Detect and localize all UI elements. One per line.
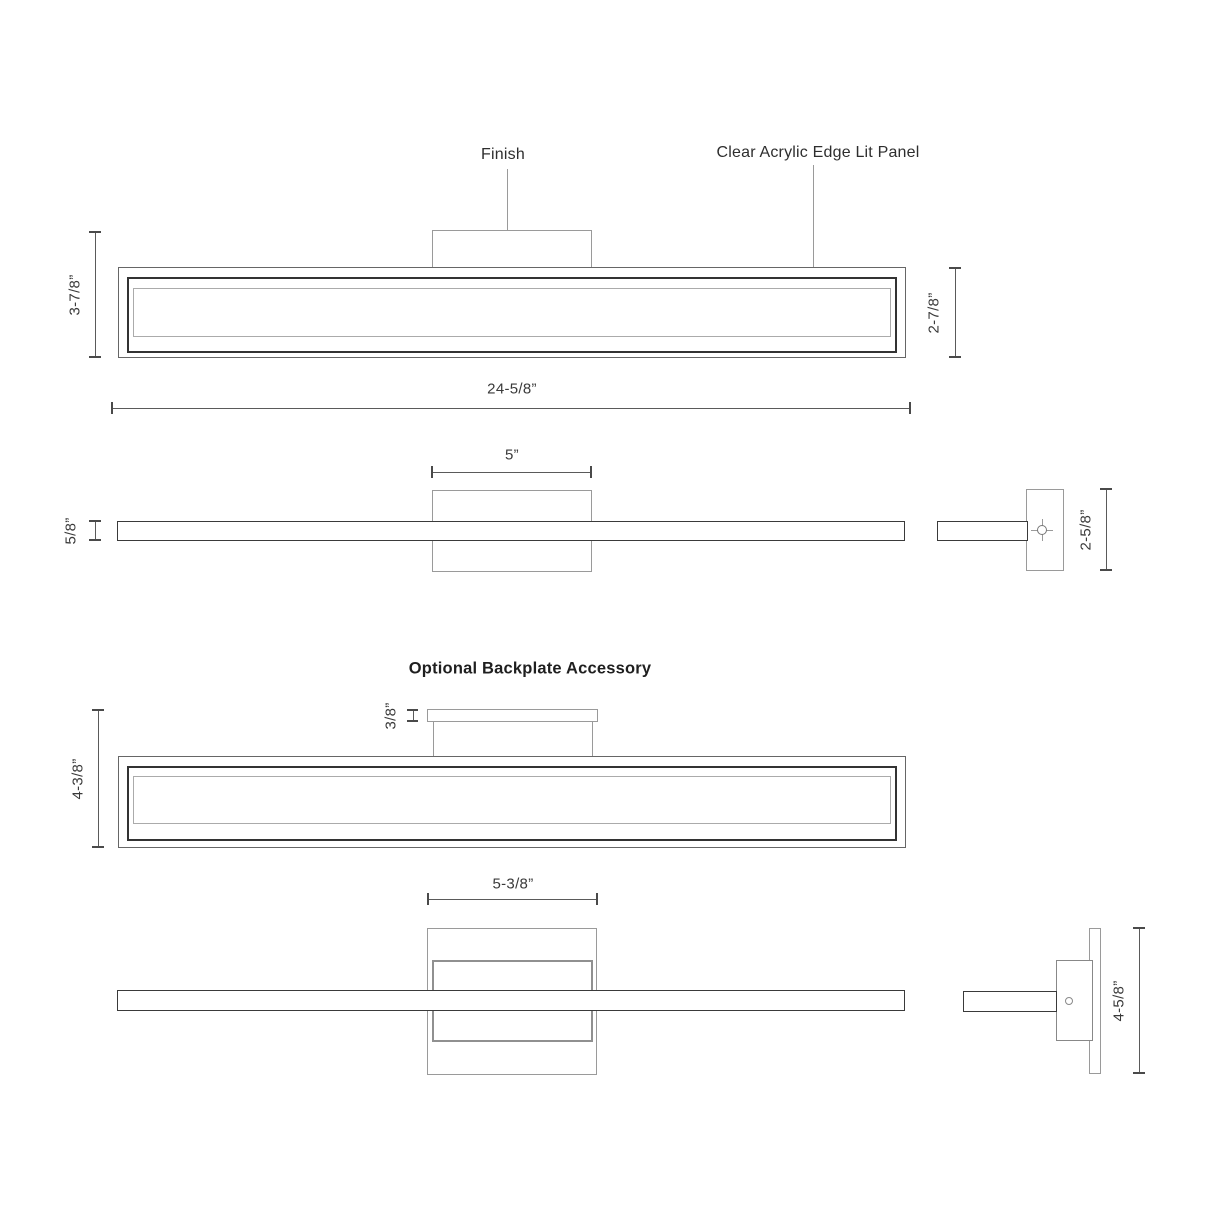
dim-overall-height-label: 3-7/8” — [66, 274, 84, 316]
dim-tick — [92, 709, 104, 711]
backplate-side-canopy-box — [1056, 960, 1093, 1041]
backplate-front-acrylic-panel — [133, 776, 891, 824]
front-view-acrylic-panel — [133, 288, 891, 337]
dim-tick — [89, 520, 101, 522]
dim-plate-width-label: 5-3/8” — [492, 875, 534, 893]
front-view-canopy — [432, 230, 592, 269]
dim-line-overall-depth — [1106, 489, 1107, 571]
dim-line-backplate-overall-height — [98, 710, 99, 848]
backplate-stem-right — [592, 722, 593, 756]
finish-leader-line — [507, 169, 508, 239]
dim-tick — [590, 466, 592, 478]
dim-line-overall-height — [95, 232, 96, 358]
dim-body-height-label: 2-7/8” — [925, 292, 943, 334]
dim-tick — [111, 402, 113, 414]
dim-line-canopy-width — [432, 472, 592, 473]
dim-tick — [407, 720, 418, 722]
backplate-front-plate — [427, 709, 598, 722]
dim-plate-thickness-label: 3/8” — [382, 702, 400, 730]
dim-tick — [1133, 1072, 1145, 1074]
dim-tick — [1100, 569, 1112, 571]
dim-tick — [949, 267, 961, 269]
dim-canopy-width-label: 5” — [505, 446, 519, 464]
mounting-crosshair-icon — [1037, 525, 1047, 535]
dim-tick — [431, 466, 433, 478]
dim-tick — [407, 709, 418, 711]
dim-line-body-height — [955, 268, 956, 358]
backplate-stem-left — [433, 722, 434, 756]
dim-line-plate-width — [428, 899, 598, 900]
dim-tick — [596, 893, 598, 905]
dim-tick — [1100, 488, 1112, 490]
backplate-section-heading: Optional Backplate Accessory — [408, 659, 652, 678]
backplate-bottom-bar — [117, 990, 905, 1011]
dim-tick — [427, 893, 429, 905]
top-view-bar — [117, 521, 905, 541]
dim-tick — [92, 846, 104, 848]
backplate-side-bar — [963, 991, 1057, 1012]
dim-line-overall-width — [112, 408, 911, 409]
dim-plate-height-label: 4-5/8” — [1110, 980, 1128, 1022]
dim-tick — [89, 539, 101, 541]
dim-tick — [89, 231, 101, 233]
dim-tick — [949, 356, 961, 358]
dim-tick — [1133, 927, 1145, 929]
dim-backplate-overall-height-label: 4-3/8” — [69, 758, 87, 800]
dim-line-plate-height — [1139, 928, 1140, 1074]
finish-label: Finish — [481, 146, 525, 163]
dim-overall-width-label: 24-5/8” — [487, 380, 537, 398]
dim-tick — [89, 356, 101, 358]
dim-tick — [909, 402, 911, 414]
dim-bar-depth-label: 5/8” — [62, 517, 80, 545]
acrylic-panel-label: Clear Acrylic Edge Lit Panel — [716, 144, 920, 161]
dim-line-bar-depth — [95, 521, 96, 541]
side-view-bar — [937, 521, 1028, 541]
backplate-side-screw-hole — [1065, 997, 1073, 1005]
dim-overall-depth-label: 2-5/8” — [1077, 509, 1095, 551]
